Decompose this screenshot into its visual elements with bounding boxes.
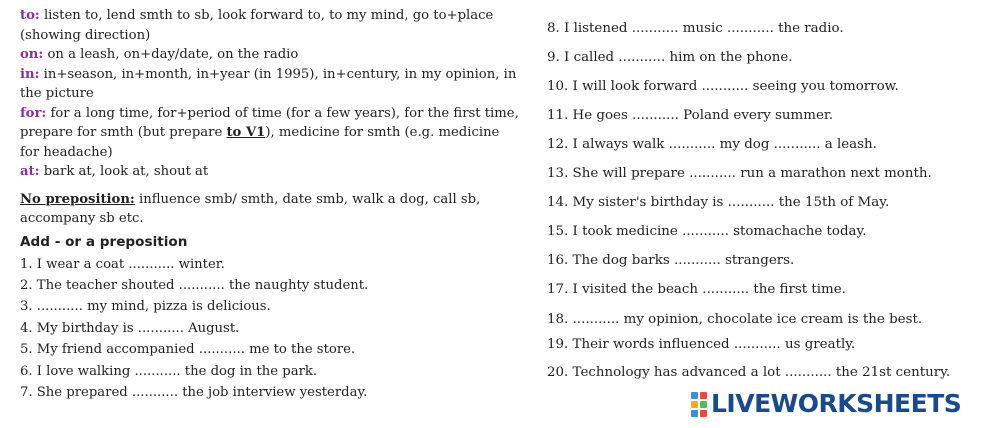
rule-for-underlined: to V1 [226, 125, 266, 140]
rule-on [20, 45, 520, 65]
rule-in [20, 65, 520, 104]
keyword-to: to: [20, 8, 40, 23]
liveworksheets-logo[interactable] [691, 388, 961, 420]
exercise-item: 9. I called ........... him on the phone. [547, 50, 793, 65]
rules-column [20, 6, 520, 403]
rule-for [20, 104, 520, 163]
exercise-item: 11. He goes ........... Poland every summer. [547, 108, 834, 123]
section-title: Add - or a preposition [20, 233, 188, 250]
logo-square-icon [691, 410, 698, 417]
logo-text: LIVEWORKSHEETS [711, 389, 962, 418]
rule-to-text: listen to, lend smth to sb, look forward to, to my mind, go to+place (showing direction) [20, 8, 494, 43]
logo-square-icon [700, 410, 707, 417]
logo-square-icon [691, 401, 698, 408]
rule-in-text: in+season, in+month, in+year (in 1995), in+century, in my opinion, in the picture [20, 66, 517, 101]
exercise-item: 14. My sister's birthday is ........... the 15th of May. [547, 195, 890, 210]
rule-on-text: on a leash, on+day/date, on the radio [43, 47, 299, 62]
rule-for-text-a: for a long time, for+period of time (for a few years), for the first time, prepare for smth (but prepare [20, 105, 519, 140]
exercise-item: 12. I always walk ........... my dog ........... a leash. [547, 137, 877, 152]
rule-at-text: bark at, look at, shout at [39, 164, 209, 179]
logo-square-icon [691, 392, 698, 399]
exercise-item: 19. Their words influenced ........... us greatly. [547, 337, 856, 352]
exercise-item: 16. The dog barks ........... strangers. [547, 253, 795, 268]
exercise-item: 1. I wear a coat ........... winter. [20, 256, 225, 272]
exercise-item: 18. ........... my opinion, chocolate ice cream is the best. [547, 312, 923, 327]
logo-square-icon [700, 392, 707, 399]
no-preposition-text: influence smb/ smth, date smb, walk a dog, call sb, accompany sb etc. [20, 191, 481, 226]
keyword-at: at: [20, 164, 40, 179]
keyword-on: on: [20, 47, 44, 62]
exercise-item: 10. I will look forward ........... seeing you tomorrow. [547, 79, 899, 94]
exercise-item: 17. I visited the beach ........... the first time. [547, 282, 846, 297]
exercise-item: 5. My friend accompanied ........... me to the store. [20, 342, 356, 358]
exercise-item: 20. Technology has advanced a lot ........... the 21st century. [547, 365, 951, 380]
no-preposition-rule [20, 190, 520, 229]
exercise-item: 4. My birthday is ........... August. [20, 320, 240, 336]
rule-to [20, 6, 520, 45]
exercises-column [547, 14, 987, 389]
exercise-item: 15. I took medicine ........... stomachache today. [547, 224, 867, 239]
keyword-for: for: [20, 105, 47, 121]
logo-square-icon [700, 401, 707, 408]
exercise-item: 6. I love walking ........... the dog in the park. [20, 363, 318, 379]
logo-mark-icon [691, 392, 707, 417]
exercise-item: 13. She will prepare ........... run a marathon next month. [547, 166, 932, 181]
exercise-item: 2. The teacher shouted ........... the naughty student. [20, 277, 369, 293]
exercise-item: 7. She prepared ........... the job interview yesterday. [20, 384, 368, 400]
no-preposition-label: No preposition: [20, 191, 135, 207]
exercise-item: 3. ........... my mind, pizza is delicious. [20, 299, 271, 315]
rule-for-text-b: ), medicine for smth (e.g. medicine for headache) [20, 125, 500, 160]
exercise-item: 8. I listened ........... music ........... the radio. [547, 21, 844, 36]
rule-at [20, 162, 520, 182]
keyword-in: in: [20, 66, 40, 82]
